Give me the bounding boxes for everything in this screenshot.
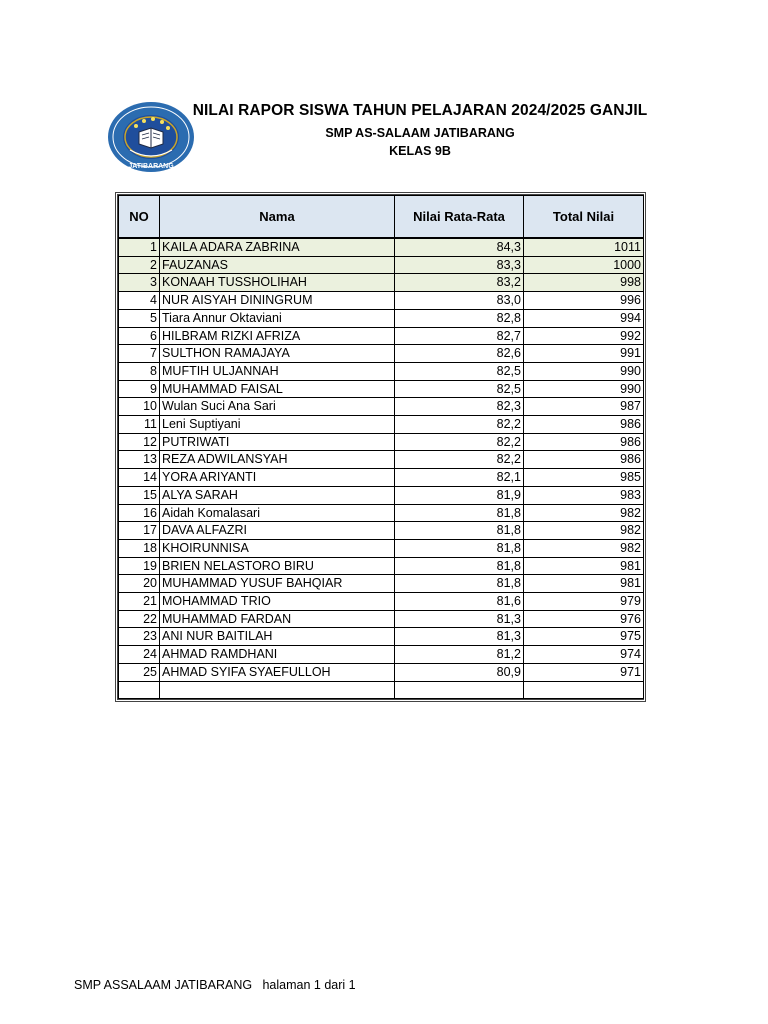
table-row: [119, 292, 644, 310]
table-row: [119, 362, 644, 380]
cell-no: 9: [119, 380, 160, 398]
empty-cell: [395, 681, 524, 698]
cell-average: 83,0: [395, 292, 524, 310]
cell-no: 19: [119, 557, 160, 575]
table-row: [119, 433, 644, 451]
cell-total: 992: [524, 327, 644, 345]
cell-average: 82,6: [395, 345, 524, 363]
table-row: [119, 451, 644, 469]
cell-no: 4: [119, 292, 160, 310]
cell-no: 5: [119, 309, 160, 327]
cell-no: 21: [119, 593, 160, 611]
cell-total: 975: [524, 628, 644, 646]
cell-total: 1000: [524, 256, 644, 274]
cell-average: 82,7: [395, 327, 524, 345]
cell-no: 8: [119, 362, 160, 380]
cell-total: 991: [524, 345, 644, 363]
cell-total: 971: [524, 663, 644, 681]
cell-average: 81,2: [395, 646, 524, 664]
cell-total: 986: [524, 433, 644, 451]
empty-row: [119, 681, 644, 698]
grades-table-wrapper: [115, 192, 646, 702]
cell-name: Aidah Komalasari: [160, 504, 395, 522]
cell-average: 82,2: [395, 416, 524, 434]
table-body: [119, 238, 644, 698]
cell-average: 81,8: [395, 539, 524, 557]
cell-name: ALYA SARAH: [160, 486, 395, 504]
cell-total: 982: [524, 539, 644, 557]
cell-no: 16: [119, 504, 160, 522]
cell-average: 81,3: [395, 628, 524, 646]
cell-name: NUR AISYAH DININGRUM: [160, 292, 395, 310]
cell-no: 10: [119, 398, 160, 416]
table-row: [119, 238, 644, 256]
cell-no: 15: [119, 486, 160, 504]
empty-cell: [119, 681, 160, 698]
cell-total: 986: [524, 416, 644, 434]
cell-no: 6: [119, 327, 160, 345]
table-row: [119, 469, 644, 487]
cell-name: MUHAMMAD YUSUF BAHQIAR: [160, 575, 395, 593]
cell-total: 990: [524, 362, 644, 380]
cell-name: Tiara Annur Oktaviani: [160, 309, 395, 327]
cell-total: 985: [524, 469, 644, 487]
cell-total: 1011: [524, 238, 644, 256]
cell-no: 24: [119, 646, 160, 664]
cell-total: 987: [524, 398, 644, 416]
cell-name: MUFTIH ULJANNAH: [160, 362, 395, 380]
table-row: [119, 345, 644, 363]
cell-average: 80,9: [395, 663, 524, 681]
cell-total: 981: [524, 575, 644, 593]
cell-no: 3: [119, 274, 160, 292]
table-row: [119, 416, 644, 434]
cell-total: 990: [524, 380, 644, 398]
school-logo: [106, 100, 196, 175]
cell-name: AHMAD RAMDHANI: [160, 646, 395, 664]
page-footer: SMP ASSALAAM JATIBARANG halaman 1 dari 1: [74, 978, 356, 992]
cell-no: 22: [119, 610, 160, 628]
cell-no: 12: [119, 433, 160, 451]
cell-name: FAUZANAS: [160, 256, 395, 274]
table-row: [119, 610, 644, 628]
cell-no: 11: [119, 416, 160, 434]
cell-name: AHMAD SYIFA SYAEFULLOH: [160, 663, 395, 681]
cell-average: 82,1: [395, 469, 524, 487]
grades-table: [118, 195, 644, 699]
cell-no: 18: [119, 539, 160, 557]
column-header-no: NO: [119, 196, 160, 239]
header: [190, 102, 650, 158]
cell-total: 986: [524, 451, 644, 469]
table-row: [119, 646, 644, 664]
cell-no: 2: [119, 256, 160, 274]
cell-name: HILBRAM RIZKI AFRIZA: [160, 327, 395, 345]
table-row: [119, 557, 644, 575]
logo-text: JATIBARANG: [128, 163, 174, 170]
column-header-average: Nilai Rata-Rata: [395, 196, 524, 239]
cell-name: SULTHON RAMAJAYA: [160, 345, 395, 363]
class-name: KELAS 9B: [389, 144, 451, 158]
cell-average: 82,8: [395, 309, 524, 327]
cell-average: 81,9: [395, 486, 524, 504]
cell-name: KHOIRUNNISA: [160, 539, 395, 557]
cell-total: 983: [524, 486, 644, 504]
cell-name: MUHAMMAD FAISAL: [160, 380, 395, 398]
table-row: [119, 309, 644, 327]
school-name: SMP AS-SALAAM JATIBARANG: [325, 126, 515, 140]
cell-no: 1: [119, 238, 160, 256]
cell-name: MOHAMMAD TRIO: [160, 593, 395, 611]
cell-total: 976: [524, 610, 644, 628]
cell-name: KAILA ADARA ZABRINA: [160, 238, 395, 256]
table-row: [119, 663, 644, 681]
cell-average: 81,8: [395, 575, 524, 593]
cell-total: 996: [524, 292, 644, 310]
cell-no: 23: [119, 628, 160, 646]
cell-average: 83,2: [395, 274, 524, 292]
cell-average: 82,2: [395, 451, 524, 469]
cell-average: 81,8: [395, 504, 524, 522]
table-row: [119, 539, 644, 557]
table-row: [119, 628, 644, 646]
cell-no: 13: [119, 451, 160, 469]
cell-name: BRIEN NELASTORO BIRU: [160, 557, 395, 575]
cell-name: DAVA ALFAZRI: [160, 522, 395, 540]
empty-cell: [160, 681, 395, 698]
table-row: [119, 327, 644, 345]
column-header-total: Total Nilai: [524, 196, 644, 239]
table-row: [119, 398, 644, 416]
cell-average: 82,2: [395, 433, 524, 451]
table-row: [119, 575, 644, 593]
cell-total: 979: [524, 593, 644, 611]
cell-name: MUHAMMAD FARDAN: [160, 610, 395, 628]
table-row: [119, 274, 644, 292]
cell-name: REZA ADWILANSYAH: [160, 451, 395, 469]
cell-total: 974: [524, 646, 644, 664]
page-title: NILAI RAPOR SISWA TAHUN PELAJARAN 2024/2025 GANJIL: [192, 102, 648, 119]
cell-average: 81,8: [395, 522, 524, 540]
cell-average: 84,3: [395, 238, 524, 256]
cell-no: 17: [119, 522, 160, 540]
cell-name: Wulan Suci Ana Sari: [160, 398, 395, 416]
table-row: [119, 380, 644, 398]
table-row: [119, 593, 644, 611]
table-row: [119, 504, 644, 522]
cell-average: 81,8: [395, 557, 524, 575]
cell-total: 994: [524, 309, 644, 327]
table-row: [119, 256, 644, 274]
cell-no: 14: [119, 469, 160, 487]
cell-total: 998: [524, 274, 644, 292]
cell-name: KONAAH TUSSHOLIHAH: [160, 274, 395, 292]
cell-total: 982: [524, 522, 644, 540]
cell-name: Leni Suptiyani: [160, 416, 395, 434]
cell-total: 982: [524, 504, 644, 522]
cell-name: PUTRIWATI: [160, 433, 395, 451]
table-row: [119, 486, 644, 504]
cell-average: 82,3: [395, 398, 524, 416]
cell-no: 7: [119, 345, 160, 363]
cell-no: 20: [119, 575, 160, 593]
cell-average: 83,3: [395, 256, 524, 274]
table-header-row: [119, 196, 644, 239]
cell-average: 81,6: [395, 593, 524, 611]
cell-name: ANI NUR BAITILAH: [160, 628, 395, 646]
column-header-name: Nama: [160, 196, 395, 239]
empty-cell: [524, 681, 644, 698]
table-row: [119, 522, 644, 540]
cell-average: 81,3: [395, 610, 524, 628]
cell-total: 981: [524, 557, 644, 575]
cell-no: 25: [119, 663, 160, 681]
cell-average: 82,5: [395, 380, 524, 398]
school-logo-emblem: [106, 100, 196, 175]
cell-name: YORA ARIYANTI: [160, 469, 395, 487]
cell-average: 82,5: [395, 362, 524, 380]
